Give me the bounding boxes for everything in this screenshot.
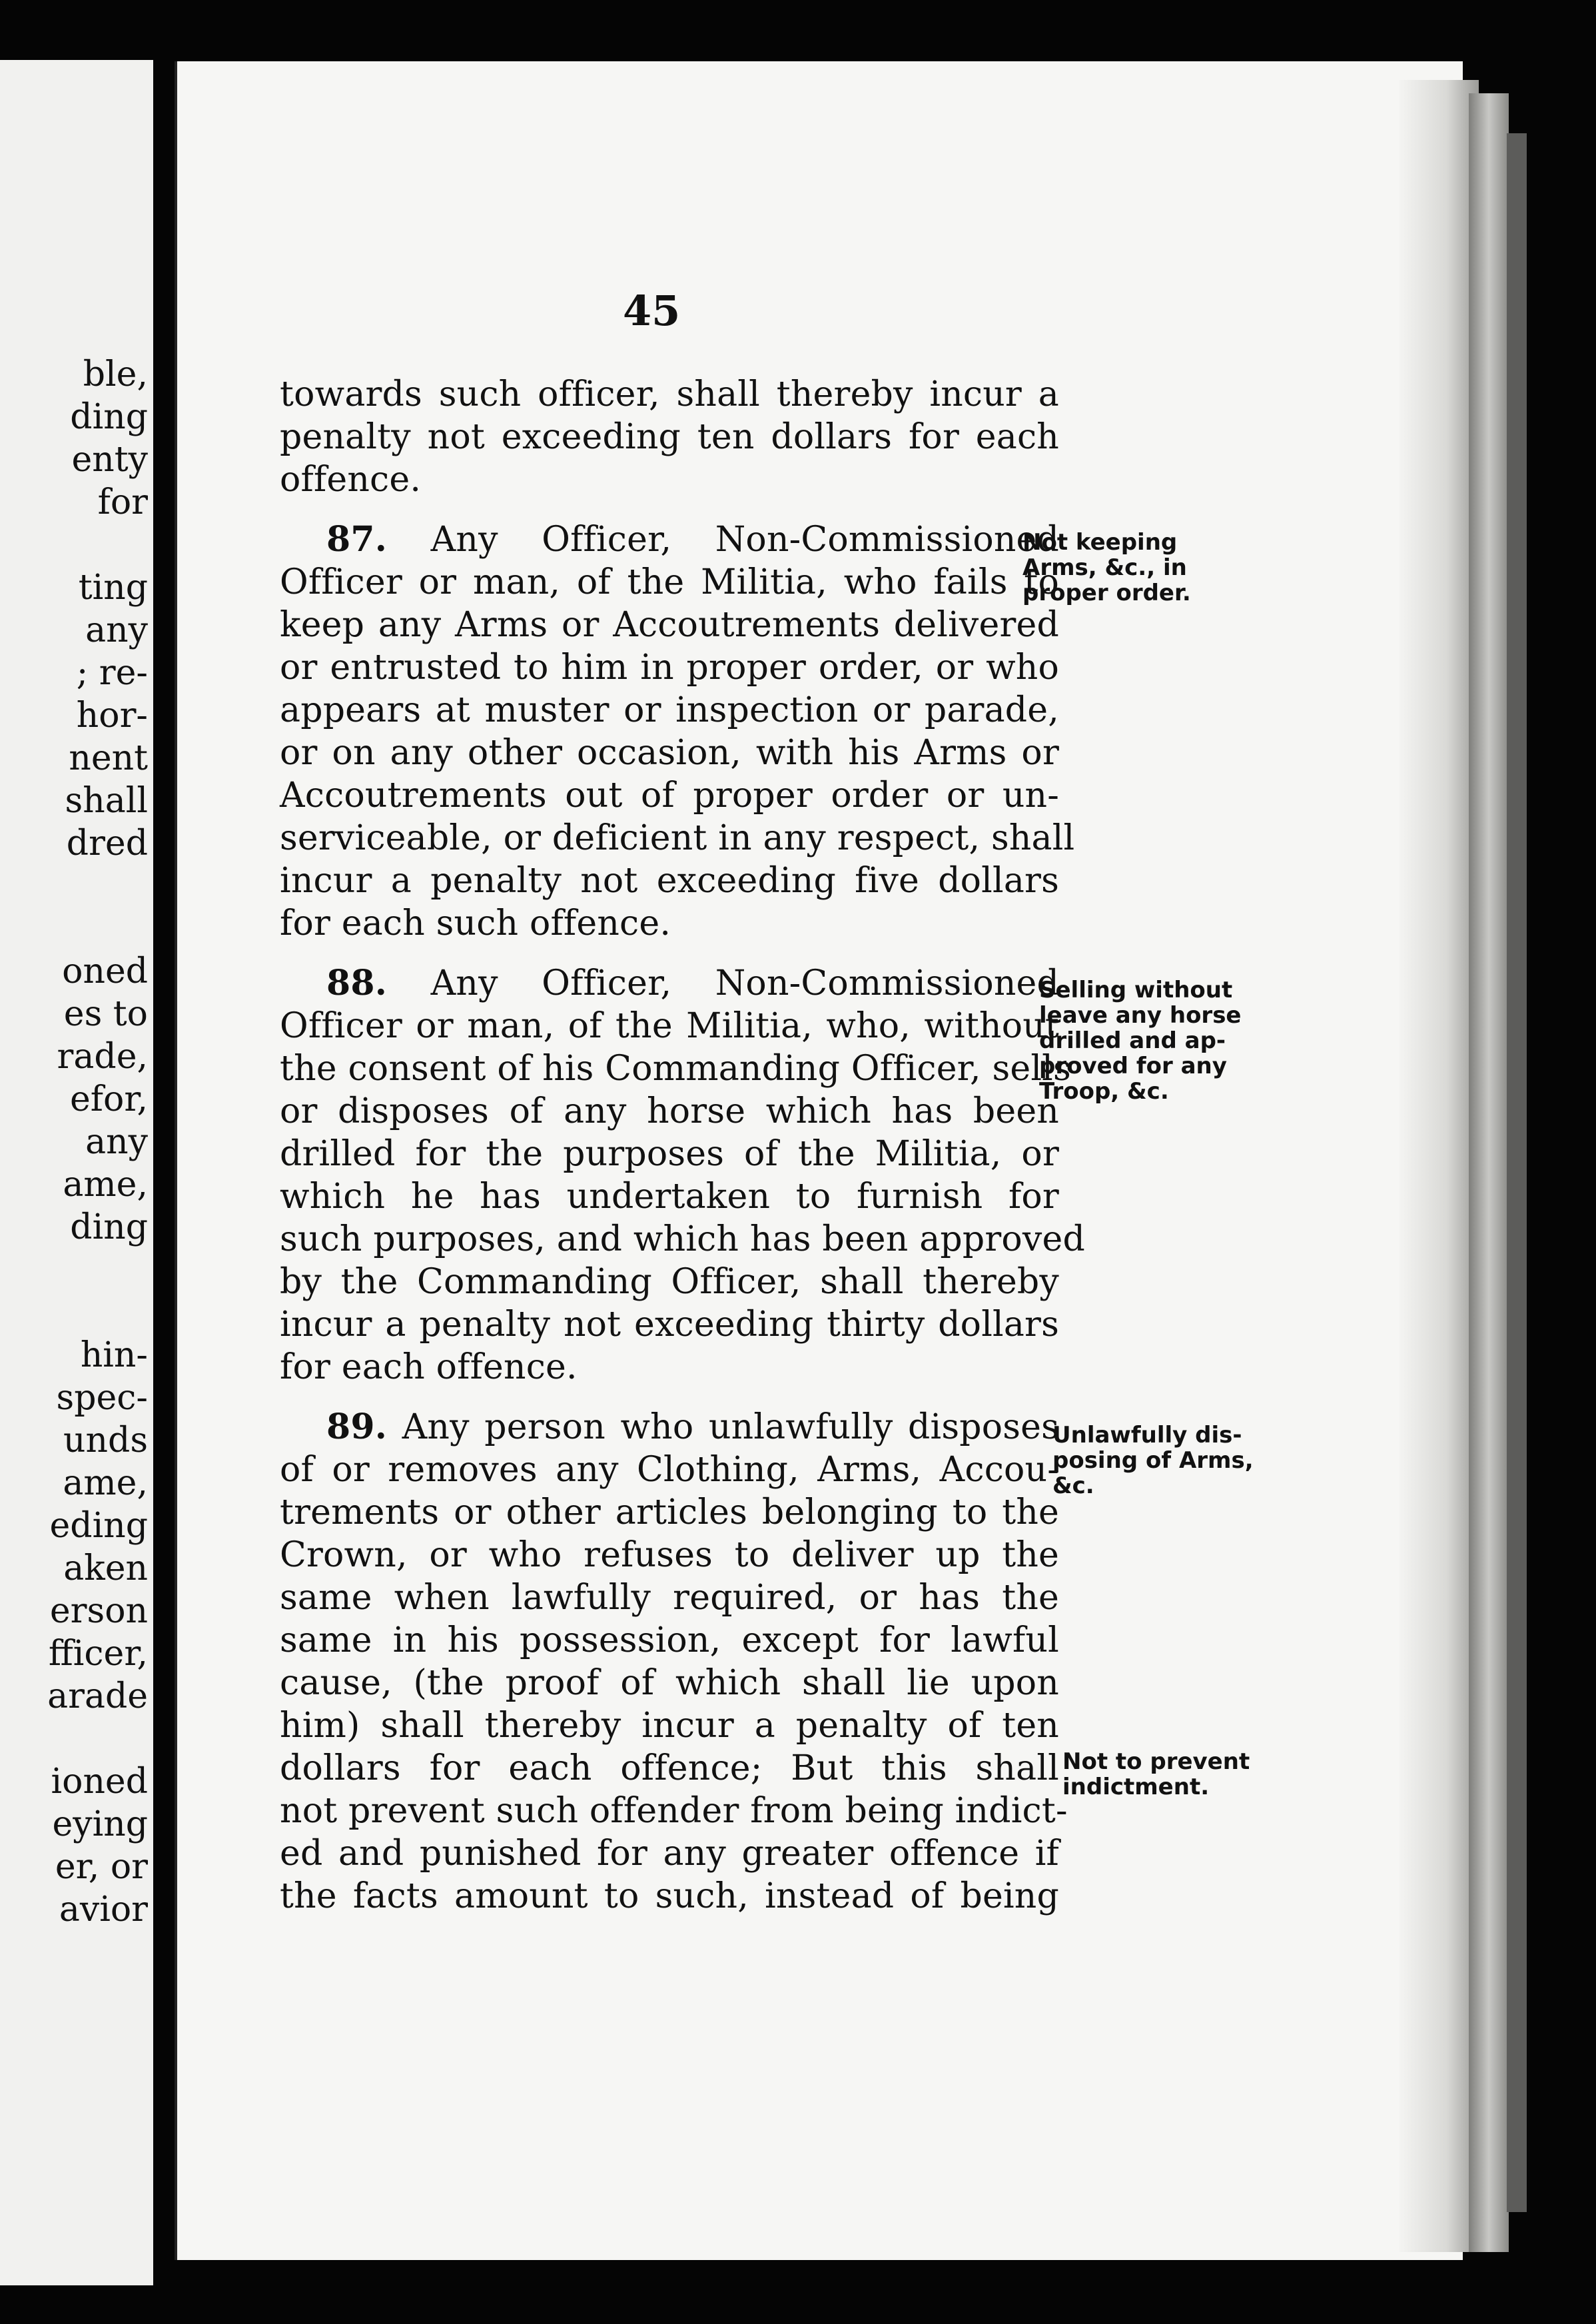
- text-line: Accoutrements out of proper order or un-: [280, 776, 1059, 816]
- facing-page-line: ding: [70, 397, 148, 437]
- text-line: ed and punished for any greater offence if: [280, 1834, 1059, 1874]
- text-line: same when lawfully required, or has the: [280, 1578, 1059, 1618]
- text-line: the facts amount to such, instead of being: [280, 1876, 1059, 1916]
- facing-page-line: [47, 1291, 148, 1334]
- facing-page-line: any: [85, 610, 148, 650]
- facing-page-line: shall: [65, 781, 148, 821]
- page-shadow: [1399, 80, 1479, 2252]
- facing-page-line: fficer,: [48, 1634, 148, 1674]
- facing-page-line: [47, 907, 148, 950]
- facing-page-line: ding: [70, 1207, 148, 1247]
- facing-page-line: unds: [63, 1421, 148, 1460]
- facing-page-line: erson: [49, 1591, 148, 1631]
- text-line: for each such offence.: [280, 903, 671, 943]
- text-line: dollars for each offence; But this shall: [280, 1748, 1059, 1788]
- text-line-content: Any Officer, Non-Commissioned: [430, 520, 1060, 560]
- text-line: serviceable, or deficient in any respect, shall: [280, 818, 1075, 858]
- facing-page-line: hin-: [80, 1335, 148, 1375]
- text-line: same in his possession, except for lawful: [280, 1620, 1059, 1660]
- book-edge: [1507, 133, 1527, 2212]
- text-line: keep any Arms or Accoutrements delivered: [280, 605, 1059, 645]
- text-line: penalty not exceeding ten dollars for each: [280, 417, 1059, 457]
- text-line: incur a penalty not exceeding five dollars: [280, 861, 1059, 901]
- facing-page-line: eding: [49, 1506, 148, 1546]
- section-number: 87.: [326, 519, 388, 560]
- section-88: [280, 962, 1085, 1389]
- facing-page-line: eying: [52, 1804, 148, 1844]
- text-line: trements or other articles belonging to the: [280, 1492, 1059, 1532]
- page-number: 45: [623, 287, 681, 335]
- facing-page-line: hor-: [76, 696, 148, 736]
- facing-page: [0, 60, 153, 2285]
- text-line: him) shall thereby incur a penalty of ten: [280, 1706, 1059, 1746]
- facing-page-line: ame,: [63, 1165, 148, 1205]
- text-line-content: Any person who unlawfully disposes: [402, 1407, 1059, 1447]
- facing-page-line: ting: [78, 568, 148, 608]
- facing-page-line: es to: [63, 994, 148, 1034]
- text-line: cause, (the proof of which shall lie upon: [280, 1663, 1059, 1703]
- text-line: appears at muster or inspection or parade,: [280, 690, 1059, 730]
- text-line: which he has undertaken to furnish for: [280, 1177, 1059, 1217]
- facing-page-line: avior: [59, 1890, 148, 1930]
- text-line: [280, 962, 1059, 1005]
- facing-page-line: nent: [69, 738, 148, 778]
- facing-page-line: ble,: [83, 354, 148, 394]
- facing-page-line: ioned: [51, 1762, 148, 1802]
- text-line: or disposes of any horse which has been: [280, 1091, 1059, 1131]
- text-line: drilled for the purposes of the Militia, or: [280, 1134, 1059, 1174]
- text-line: Crown, or who refuses to deliver up the: [280, 1535, 1059, 1575]
- text-line: offence.: [280, 460, 422, 500]
- facing-page-line: rade,: [57, 1037, 148, 1077]
- text-line: incur a penalty not exceeding thirty dollars: [280, 1305, 1059, 1345]
- facing-page-line: ; re-: [76, 653, 148, 693]
- facing-page-line: oned: [62, 951, 148, 991]
- text-line: or entrusted to him in proper order, or who: [280, 648, 1059, 688]
- facing-page-line: enty: [71, 440, 148, 480]
- facing-page-line: [47, 865, 148, 907]
- section-87: [280, 518, 1075, 945]
- text-line: or on any other occasion, with his Arms or: [280, 733, 1059, 773]
- margin-note: Not to prevent indictment.: [1062, 1748, 1250, 1800]
- body-text: [280, 373, 1085, 1918]
- facing-page-line: spec-: [56, 1378, 148, 1418]
- section-number: 88.: [326, 963, 388, 1003]
- facing-page-line: [47, 1249, 148, 1291]
- text-line: for each offence.: [280, 1347, 578, 1387]
- text-line: the consent of his Commanding Officer, sells: [280, 1049, 1071, 1089]
- text-line: [280, 1406, 1059, 1449]
- facing-page-line: arade: [47, 1676, 148, 1716]
- text-line: Officer or man, of the Militia, who fails to: [280, 562, 1059, 602]
- text-line-content: Any Officer, Non-Commissioned: [430, 963, 1060, 1003]
- text-line: by the Commanding Officer, shall thereby: [280, 1262, 1059, 1302]
- facing-page-line: aken: [63, 1548, 148, 1588]
- facing-page-text: [47, 353, 148, 1931]
- text-line: such purposes, and which has been approved: [280, 1219, 1085, 1259]
- text-line: [280, 518, 1059, 561]
- facing-page-line: [47, 524, 148, 566]
- section-89: [280, 1406, 1068, 1918]
- page-edge: [1469, 93, 1509, 2252]
- facing-page-line: ame,: [63, 1463, 148, 1503]
- facing-page-line: dred: [66, 824, 148, 864]
- facing-page-line: [47, 1718, 148, 1760]
- facing-page-line: for: [97, 482, 148, 522]
- margin-note: Unlawfully dis- posing of Arms, &c.: [1052, 1422, 1254, 1499]
- text-line: Officer or man, of the Militia, who, without: [280, 1006, 1059, 1046]
- facing-page-line: er, or: [55, 1847, 148, 1887]
- text-line: of or removes any Clothing, Arms, Accou-: [280, 1450, 1059, 1490]
- paragraph-continuation: [280, 373, 1059, 501]
- facing-page-line: any: [85, 1122, 148, 1162]
- facing-page-line: efor,: [70, 1079, 148, 1119]
- margin-note: Not keeping Arms, &c., in proper order.: [1022, 529, 1191, 606]
- text-line: towards such officer, shall thereby incur a: [280, 374, 1059, 414]
- section-number: 89.: [326, 1407, 388, 1447]
- margin-note: Selling without leave any horse drilled and ap- proved for any Troop, &c.: [1039, 977, 1242, 1105]
- text-line: not prevent such offender from being indict-: [280, 1791, 1068, 1831]
